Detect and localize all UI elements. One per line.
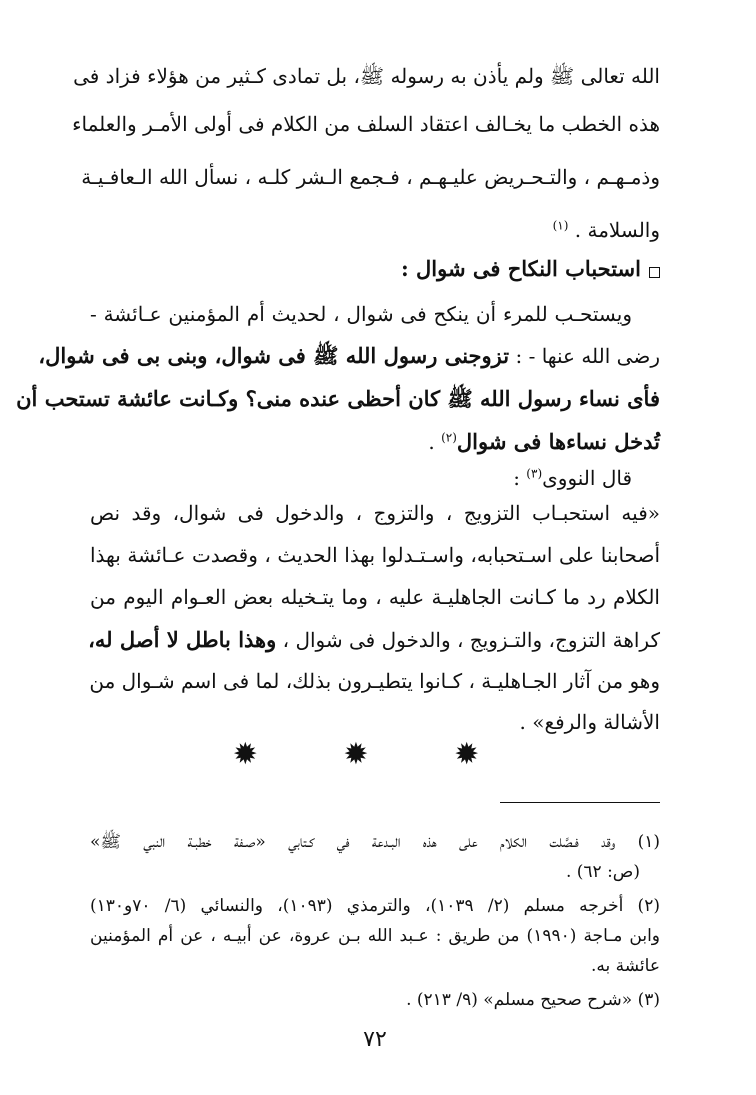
footnote-2-cont: عائشة به. (591, 956, 660, 976)
separator-stars: ✹ ✹ ✹ (232, 737, 518, 772)
section-heading-text: استحباب النكاح فى شوال : (400, 256, 641, 281)
text-line (90, 623, 660, 657)
text-span: رضى الله عنها - : (509, 344, 660, 368)
text-line: وذمـهـم ، والتـحـريض عليـهـم ، فـجمع الـشر كلـه ، نسأل الله الـعافـيـة (81, 165, 660, 189)
text-line (38, 339, 660, 373)
footnote-divider (500, 802, 660, 803)
footnote-ref: (١) (552, 218, 569, 233)
footnote-2: (٢) أخرجه مسلم (٢/ ١٠٣٩)، والترمذي (١٠٩٣)، والنسائي (٦/ ٧٠و١٣٠) (90, 896, 660, 916)
text-line (90, 425, 660, 459)
footnote-ref: (٢) (441, 430, 457, 445)
text-line: الأشالة والرفع» . (519, 710, 660, 734)
text-line: الكلام رد ما كـانت الجاهليـة عليه ، وما يتـخيله بعض العـوام اليوم من (90, 585, 660, 609)
hadith-text: فأى نساء رسول الله ﷺ كان أحظى عنده منى؟ وكـانت عائشة تستحب أن (16, 386, 660, 411)
text-span: . (428, 430, 442, 454)
footnote-3: (٣) «شرح صحيح مسلم» (٩/ ٢١٣) . (406, 990, 660, 1010)
text-span: كراهة التزوج، والتـزويج ، والدخول فى شوال ، (276, 628, 660, 652)
text-line: «فيه استحبـاب التزويج ، والتزوج ، والدخول فى شوال، وقد نص (90, 501, 660, 525)
section-heading (90, 256, 660, 281)
text-line-content: والسلامة . (574, 218, 660, 242)
text-line: أصحابنا على اسـتحبابه، واسـتـدلوا بهذا الحديث ، وقصدت عـائشة بهذا (90, 543, 660, 567)
footnote-2-cont: وابن مـاجة (١٩٩٠) من طريق : عـبد الله بـن عروة، عن أبيـه ، عن أم المؤمنين (90, 926, 661, 946)
text-line: الله تعالى ﷺ ولم يأذن به رسوله ﷺ، بل تمادى كـثير من هؤلاء فزاد فى (73, 64, 660, 88)
footnote-ref: (٣) (526, 466, 543, 481)
emphasis-text: وهذا باطل لا أصل له، (88, 627, 277, 652)
text-line: وهو من آثار الجـاهليـة ، كـانوا يتطيـرون بذلك، لما فى اسم شـوال من (89, 669, 660, 693)
text-span: قال النووى (542, 466, 632, 490)
hadith-text: تُدخل نساءها فى شوال (456, 429, 660, 454)
text-line: ويستحـب للمرء أن ينكح فى شوال ، لحديث أم المؤمنين عـائشة - (90, 302, 632, 326)
text-line (90, 214, 660, 246)
hadith-text: تزوجنى رسول الله ﷺ فى شوال، وبنى بى فى شوال، (38, 343, 510, 368)
text-span: : (513, 466, 527, 490)
square-bullet-icon (649, 267, 660, 278)
footnote-1: (١) وقد فـصَّلت الكلام على هذه البـدعة في كـتابي «صـفة خطبـة النبي ﷺ» (90, 832, 660, 852)
text-line: هذه الخطب ما يخـالف اعتقاد السلف من الكلام فى أولى الأمـر والعلماء (72, 112, 660, 136)
page-number: ٧٢ (363, 1027, 387, 1052)
quote-intro (90, 462, 660, 494)
footnote-1-cont: (ص: ٦٢) . (565, 862, 640, 882)
